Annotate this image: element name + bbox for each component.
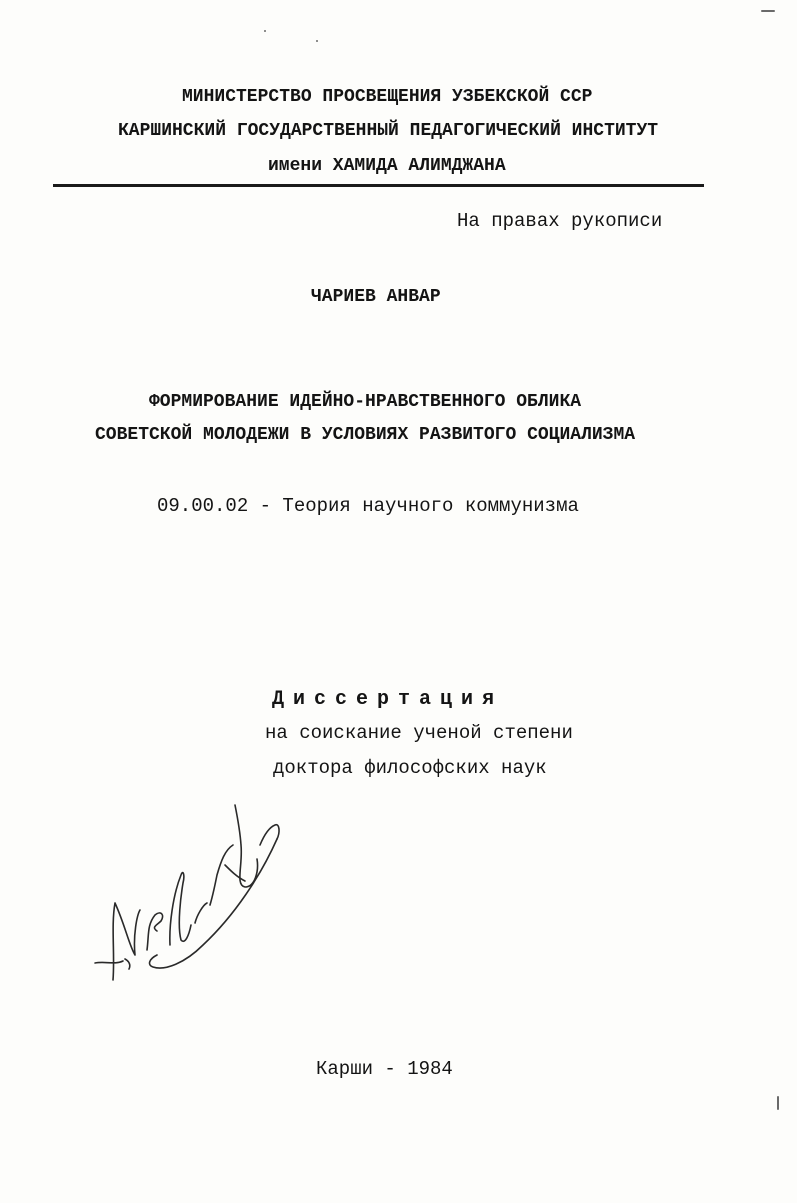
document-type: Диссертация — [272, 688, 504, 711]
scan-speck — [777, 1096, 779, 1110]
header-divider — [53, 184, 704, 187]
scan-speck — [316, 40, 318, 42]
degree-line-3: доктора философских наук — [273, 757, 547, 779]
title-line-2: СОВЕТСКОЙ МОЛОДЕЖИ В УСЛОВИЯХ РАЗВИТОГО СОЦИАЛИЗМА — [95, 425, 636, 445]
institute-named-after: имени ХАМИДА АЛИМДЖАНА — [268, 156, 506, 176]
degree-line-2: на соискание ученой степени — [265, 722, 573, 744]
author-name: ЧАРИЕВ АНВАР — [311, 287, 441, 307]
scan-speck — [264, 30, 266, 32]
place-and-year: Карши - 1984 — [316, 1058, 453, 1080]
title-line-1: ФОРМИРОВАНИЕ ИДЕЙНО-НРАВСТВЕННОГО ОБЛИКА — [149, 392, 582, 412]
institute-name: КАРШИНСКИЙ ГОСУДАРСТВЕННЫЙ ПЕДАГОГИЧЕСКИЙ ИНСТИТУТ — [118, 121, 659, 141]
handwritten-signature — [85, 775, 295, 990]
manuscript-note: На правах рукописи — [457, 210, 663, 232]
specialty-code: 09.00.02 - Теория научного коммунизма — [157, 495, 579, 517]
scan-speck — [761, 10, 775, 12]
ministry-name: МИНИСТЕРСТВО ПРОСВЕЩЕНИЯ УЗБЕКСКОЙ ССР — [182, 87, 593, 107]
